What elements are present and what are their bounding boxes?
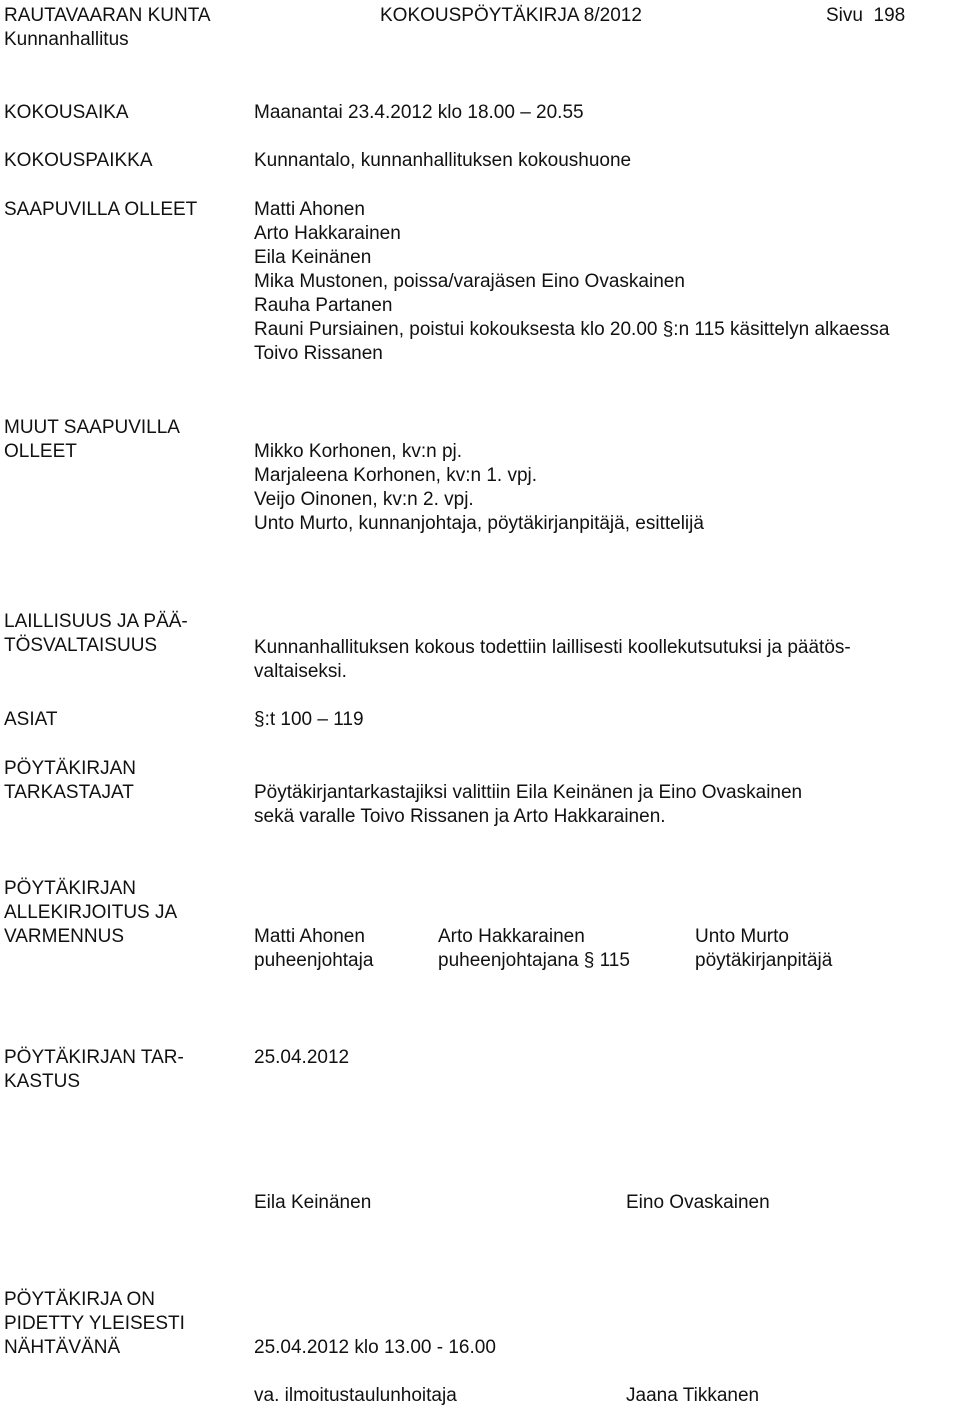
meeting-place-value: Kunnantalo, kunnanhallituksen kokoushuone — [254, 150, 632, 171]
legality-label-line: LAILLISUUS JA PÄÄ- — [4, 611, 188, 632]
signatures-label — [4, 877, 177, 949]
others-present-member: Veijo Oinonen, kv:n 2. vpj. — [254, 489, 474, 510]
signer-block — [254, 925, 373, 973]
present-member: Toivo Rissanen — [254, 343, 383, 364]
present-label: SAAPUVILLA OLLEET — [4, 199, 198, 220]
others-present-label-line: OLLEET — [4, 441, 77, 462]
review-label — [4, 1046, 184, 1094]
document-title: KOKOUSPÖYTÄKIRJA 8/2012 — [380, 5, 642, 26]
review-label-line: PÖYTÄKIRJAN TAR- — [4, 1047, 184, 1068]
public-display-value: 25.04.2012 klo 13.00 - 16.00 — [254, 1337, 496, 1358]
officer-name: Jaana Tikkanen — [626, 1385, 760, 1406]
officer-title: va. ilmoitustaulunhoitaja — [254, 1385, 457, 1406]
checkers-label — [4, 757, 136, 805]
present-member: Rauha Partanen — [254, 295, 393, 316]
signatures-label-line: PÖYTÄKIRJAN — [4, 878, 136, 899]
present-member: Mika Mustonen, poissa/varajäsen Eino Ovaskainen — [254, 271, 685, 292]
signer-block — [438, 925, 630, 973]
others-present-label — [4, 416, 180, 464]
legality-label — [4, 610, 188, 658]
checkers-label-line: PÖYTÄKIRJAN — [4, 758, 136, 779]
others-present-member: Unto Murto, kunnanjohtaja, pöytäkirjanpitäjä, esittelijä — [254, 513, 704, 534]
page-label: Sivu — [826, 5, 863, 26]
items-value: §:t 100 – 119 — [254, 709, 364, 730]
legality-statement — [254, 636, 851, 684]
checkers-statement — [254, 781, 802, 829]
legality-statement-line: valtaiseksi. — [254, 661, 347, 682]
items-label: ASIAT — [4, 709, 58, 730]
public-display-label-line: PIDETTY YLEISESTI — [4, 1313, 185, 1334]
others-present-member: Marjaleena Korhonen, kv:n 1. vpj. — [254, 465, 538, 486]
public-display-label-line: NÄHTÄVÄNÄ — [4, 1337, 121, 1358]
reviewer-name: Eino Ovaskainen — [626, 1192, 770, 1213]
review-date: 25.04.2012 — [254, 1047, 350, 1068]
signer-name: Arto Hakkarainen — [438, 926, 585, 947]
page-number: 198 — [873, 5, 906, 26]
signatures-label-line: VARMENNUS — [4, 926, 124, 947]
signer-name: Unto Murto — [695, 926, 789, 947]
others-present-label-line: MUUT SAAPUVILLA — [4, 417, 180, 438]
legality-label-line: TÖSVALTAISUUS — [4, 635, 158, 656]
reviewer-name: Eila Keinänen — [254, 1192, 372, 1213]
checkers-statement-line: sekä varalle Toivo Rissanen ja Arto Hakkarainen. — [254, 806, 666, 827]
review-label-line: KASTUS — [4, 1071, 81, 1092]
present-member: Matti Ahonen — [254, 199, 365, 220]
signer-role: pöytäkirjanpitäjä — [695, 950, 833, 971]
checkers-statement-line: Pöytäkirjantarkastajiksi valittiin Eila Keinänen ja Eino Ovaskainen — [254, 782, 803, 803]
present-member: Arto Hakkarainen — [254, 223, 401, 244]
legality-statement-line: Kunnanhallituksen kokous todettiin laillisesti koollekutsutuksi ja päätös- — [254, 637, 851, 658]
signer-role: puheenjohtaja — [254, 950, 374, 971]
public-display-label — [4, 1288, 185, 1360]
public-display-label-line: PÖYTÄKIRJA ON — [4, 1289, 155, 1310]
signer-role: puheenjohtajana § 115 — [438, 950, 630, 971]
signer-name: Matti Ahonen — [254, 926, 365, 947]
meeting-time-label: KOKOUSAIKA — [4, 102, 129, 123]
present-member: Eila Keinänen — [254, 247, 372, 268]
checkers-label-line: TARKASTAJAT — [4, 782, 134, 803]
present-member: Rauni Pursiainen, poistui kokouksesta klo 20.00 §:n 115 käsittelyn alkaessa — [254, 319, 890, 340]
municipality-name: RAUTAVAARAN KUNTA — [4, 5, 211, 26]
others-present-member: Mikko Korhonen, kv:n pj. — [254, 441, 463, 462]
meeting-time-value: Maanantai 23.4.2012 klo 18.00 – 20.55 — [254, 102, 584, 123]
page-indicator — [826, 4, 905, 28]
meeting-place-label: KOKOUSPAIKKA — [4, 150, 153, 171]
signer-block — [695, 925, 832, 973]
others-present-list — [254, 440, 704, 536]
present-list — [254, 198, 889, 366]
body-name: Kunnanhallitus — [4, 29, 129, 50]
signatures-label-line: ALLEKIRJOITUS JA — [4, 902, 178, 923]
